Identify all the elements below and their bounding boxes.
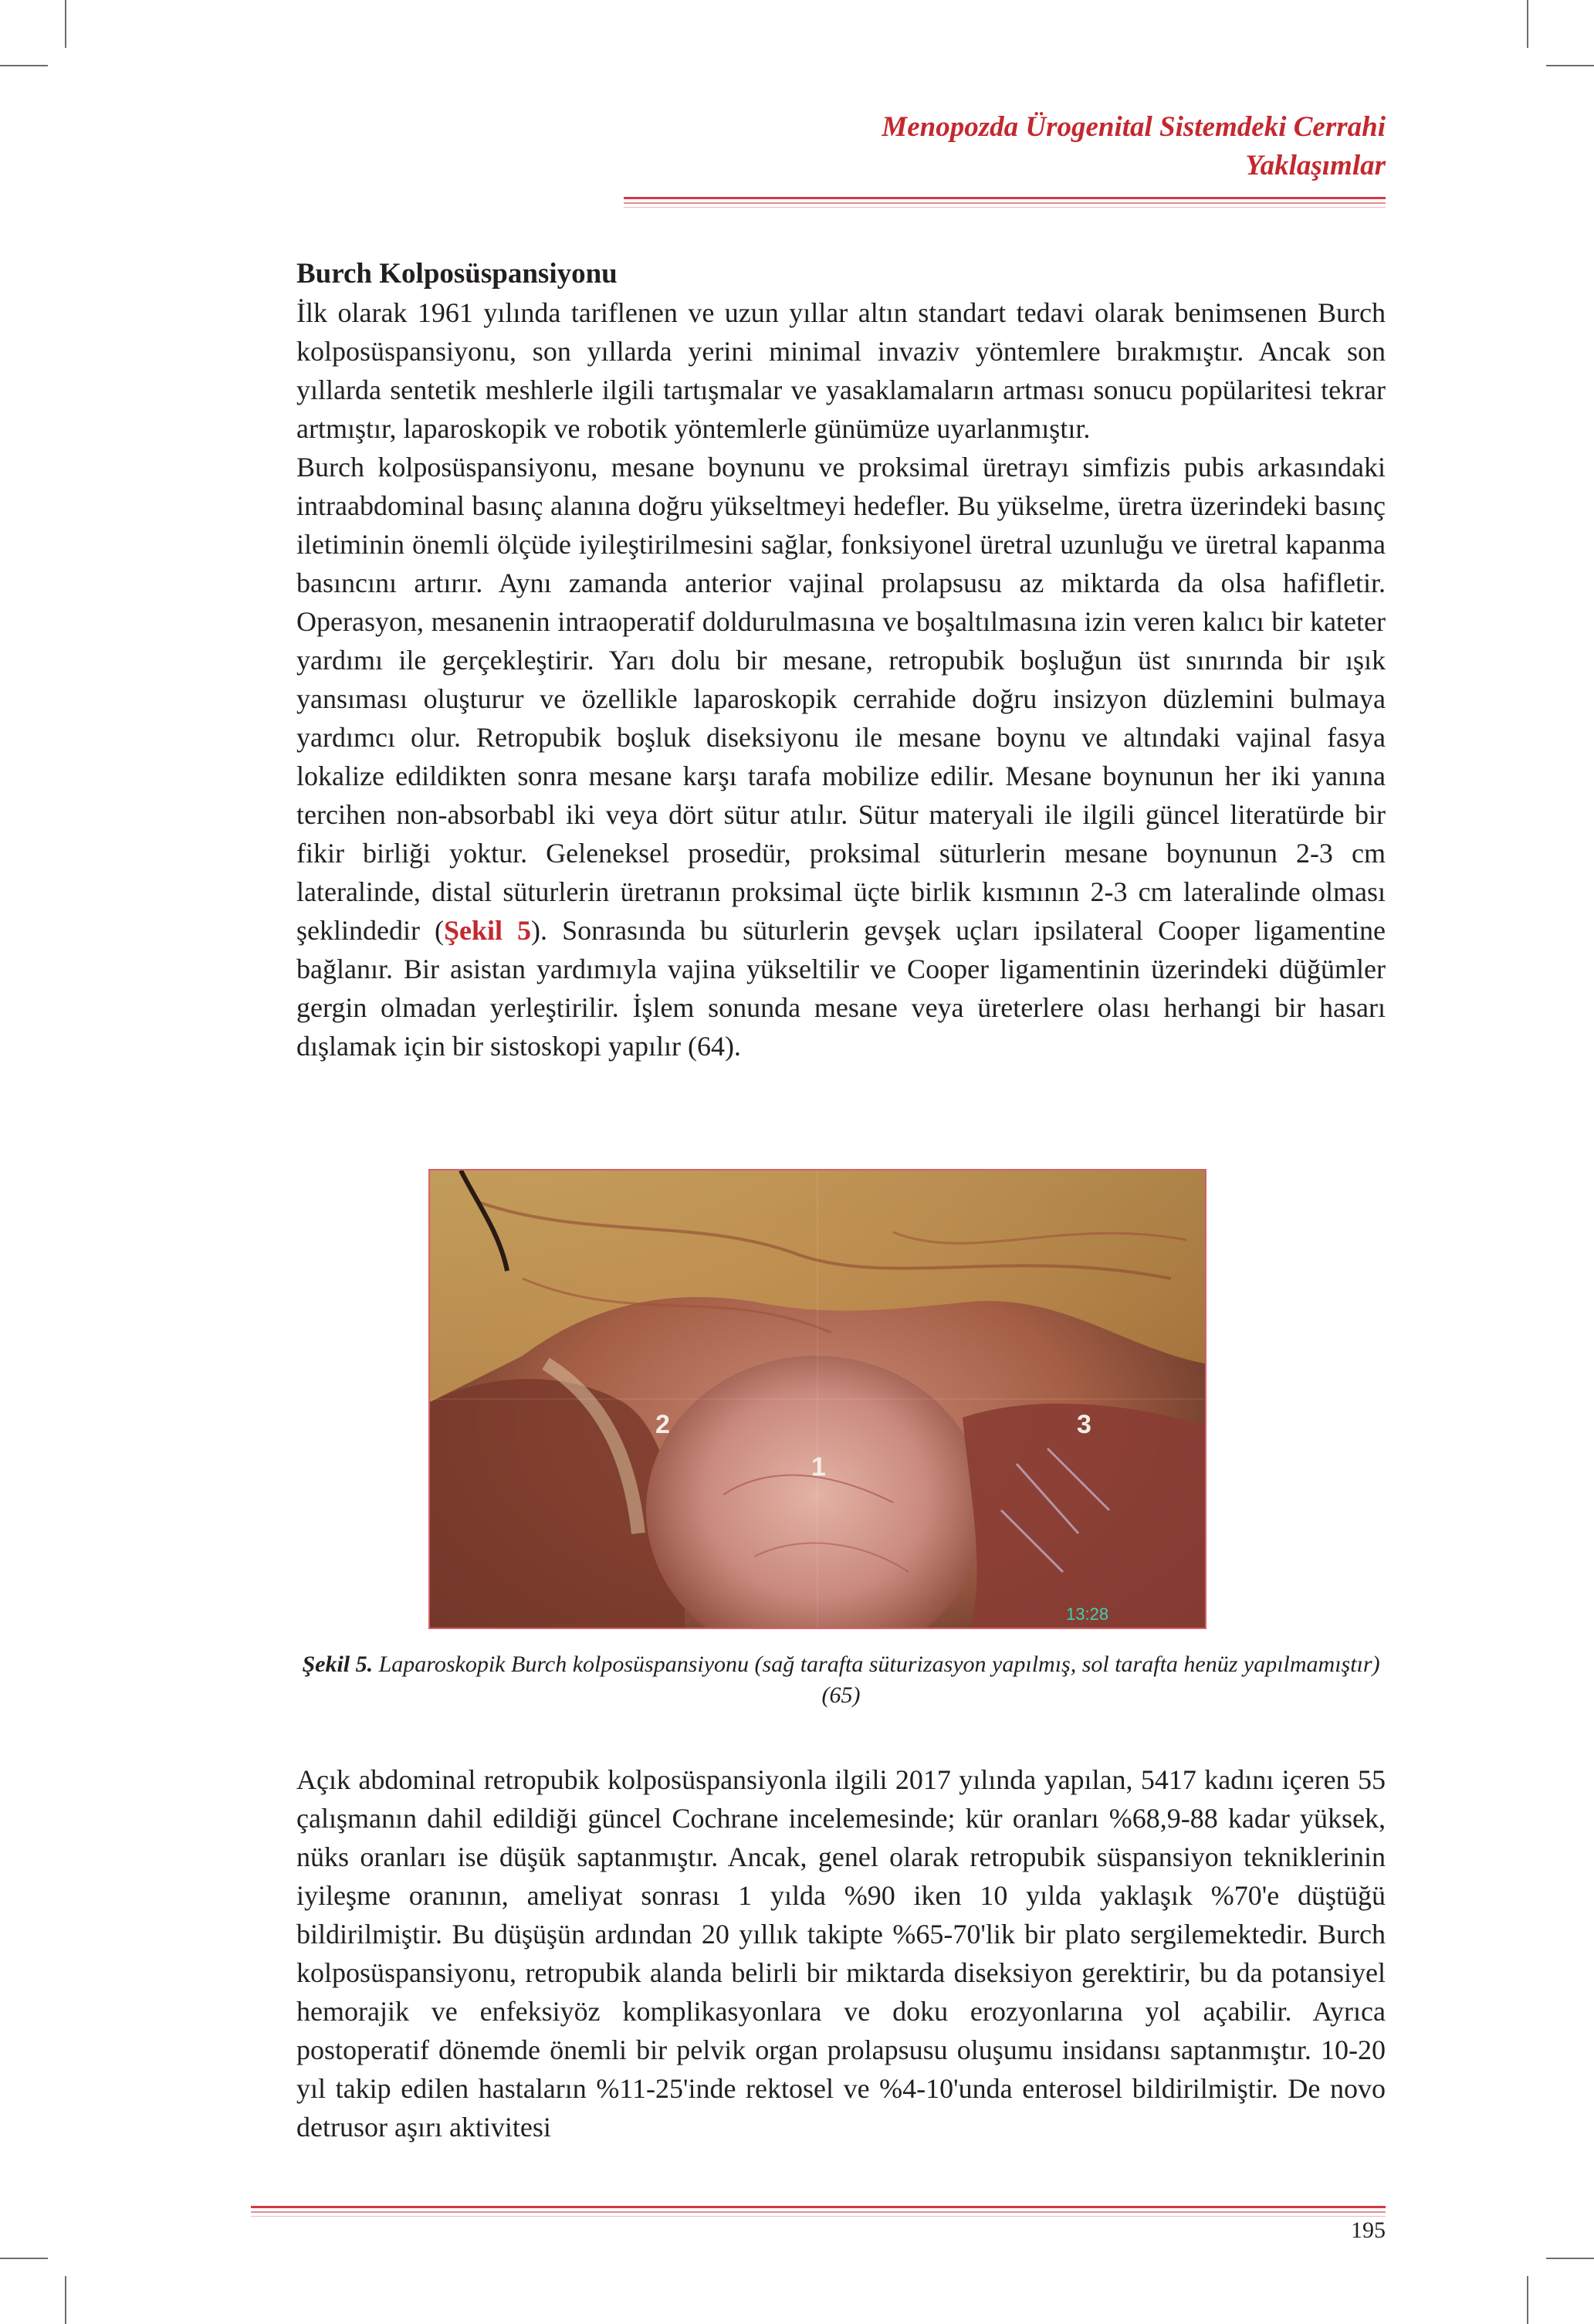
crop-mark — [0, 65, 48, 66]
body-text — [296, 1760, 1386, 2146]
paragraph: Açık abdominal retropubik kolposüspansiyonla ilgili 2017 yılında yapılan, 5417 kadını içeren 55 çalışmanın dahil edildiği güncel Cochrane incelemesinde; kür oranları %68,9-88 kadar yüksek, nüks oranları ise düşük saptanmıştır. Ancak, genel olarak retropubik süspansiyon tekniklerinin iyileşme oranının, ameliyat sonrası 1 yılda %90 iken 10 yılda yaklaşık %70'e düştüğü bildirilmiştir. Bu düşüşün ardından 20 yıllık takipte %65-70'lik bir plato sergilemektedir. Burch kolposüspansiyonu, retropubik alanda belirli bir miktarda diseksiyon gerektirir, bu da potansiyel hemorajik ve enfeksiyöz komplikasyonlara ve doku erozyonlarına yol açabilir. Ayrıca postoperatif dönemde önemli bir pelvik organ prolapsusu oluşumu insidansı saptanmıştır. 10-20 yıl takip edilen hastaların %11-25'inde rektosel ve %4-10'unda enterosel bildirilmiştir. De novo detrusor aşırı aktivitesi — [296, 1764, 1386, 2143]
header-rule — [624, 197, 1386, 199]
paragraph-text: ). Sonrasında bu süturlerin gevşek uçları ipsilateral Cooper ligamentine bağlanır. Bir asistan yardımıyla vajina yükseltilir ve Cooper ligamentinin üzerindeki düğümler gergin olmadan yerleştirilir. İşlem sonunda mesane veya üreterlere olası herhangi bir hasarı dışlamak için bir sistoskopi yapılır (64). — [296, 915, 1386, 1062]
laparoscopic-image — [430, 1170, 1205, 1628]
crop-mark — [1546, 65, 1594, 66]
crop-mark — [1527, 0, 1528, 48]
page-number: 195 — [1351, 2217, 1386, 2243]
footer-rule — [251, 2206, 1386, 2208]
figure-caption — [296, 1649, 1386, 1711]
running-head-line1: Menopozda Ürogenital Sistemdeki Cerrahi — [882, 111, 1386, 143]
paragraph — [296, 448, 1386, 1065]
figure-label-2: 2 — [655, 1410, 670, 1439]
footer-rule — [251, 2211, 1386, 2213]
caption-text: Laparoskopik Burch kolposüspansiyonu (sağ tarafta süturizasyon yapılmış, sol tarafta henüz yapılmamıştır) (65) — [373, 1652, 1380, 1708]
paragraph: İlk olarak 1961 yılında tariflenen ve uzun yıllar altın standart tedavi olarak benimsenen Burch kolposüspansiyonu, son yıllarda yerini minimal invaziv yöntemlere bırakmıştır. Ancak son yıllarda sentetik meshlerle ilgili tartışmalar ve yasaklamaların artması sonucu popülaritesi tekrar artmıştır, laparoskopik ve robotik yöntemlerle günümüze uyarlanmıştır. — [296, 297, 1386, 444]
running-head-line2: Yaklaşımlar — [1245, 150, 1386, 181]
crop-mark — [1546, 2258, 1594, 2259]
header-rule — [624, 202, 1386, 204]
body-text — [296, 255, 1386, 1065]
figure-label-3: 3 — [1077, 1410, 1091, 1439]
section-heading: Burch Kolposüspansiyonu — [296, 258, 618, 290]
figure-reference-link[interactable]: Şekil 5 — [443, 915, 532, 946]
crop-mark — [0, 2258, 48, 2259]
figure-label-1: 1 — [811, 1452, 826, 1482]
surgical-photo — [428, 1169, 1206, 1629]
header-rule — [624, 207, 1386, 208]
video-timestamp: 13:28 — [1066, 1604, 1109, 1624]
crop-mark — [65, 0, 66, 48]
paragraph-text: Burch kolposüspansiyonu, mesane boynunu ve proksimal üretrayı simfizis pubis arkasındaki intraabdominal basınç alanına doğru yükseltmeyi hedefler. Bu yükselme, üretra üzerindeki basınç iletiminin önemli ölçüde iyileştirilmesini sağlar, fonksiyonel üretral uzunluğu ve üretral kapanma basıncını artırır. Aynı zamanda anterior vajinal prolapsusu az miktarda da olsa hafifletir. Operasyon, mesanenin intraoperatif doldurulmasına ve boşaltılmasına izin veren kalıcı bir kateter yardımı ile gerçekleştirir. Yarı dolu bir mesane, retropubik boşluğun üst sınırında bir ışık yansıması oluşturur ve özellikle laparoskopik cerrahide doğru insizyon düzlemini bulmaya yardımcı olur. Retropubik boşluk diseksiyonu ile mesane boynu ve altındaki vajinal fasya lokalize edildikten sonra mesane karşı tarafa mobilize edilir. Mesane boynunun her iki yanına tercihen non-absorbabl iki veya dört sütur atılır. Sütur materyali ile ilgili güncel literatürde bir fikir birliği yoktur. Geleneksel prosedür, proksimal süturlerin mesane boynunun 2-3 cm lateralinde, distal süturlerin üretranın proksimal üçte birlik kısmının 2-3 cm lateralinde olması şeklindedir ( — [296, 452, 1386, 946]
running-head — [882, 108, 1386, 185]
crop-mark — [65, 2276, 66, 2324]
crop-mark — [1527, 2276, 1528, 2324]
footer-rule — [251, 2216, 1386, 2217]
caption-label: Şekil 5. — [302, 1652, 374, 1677]
